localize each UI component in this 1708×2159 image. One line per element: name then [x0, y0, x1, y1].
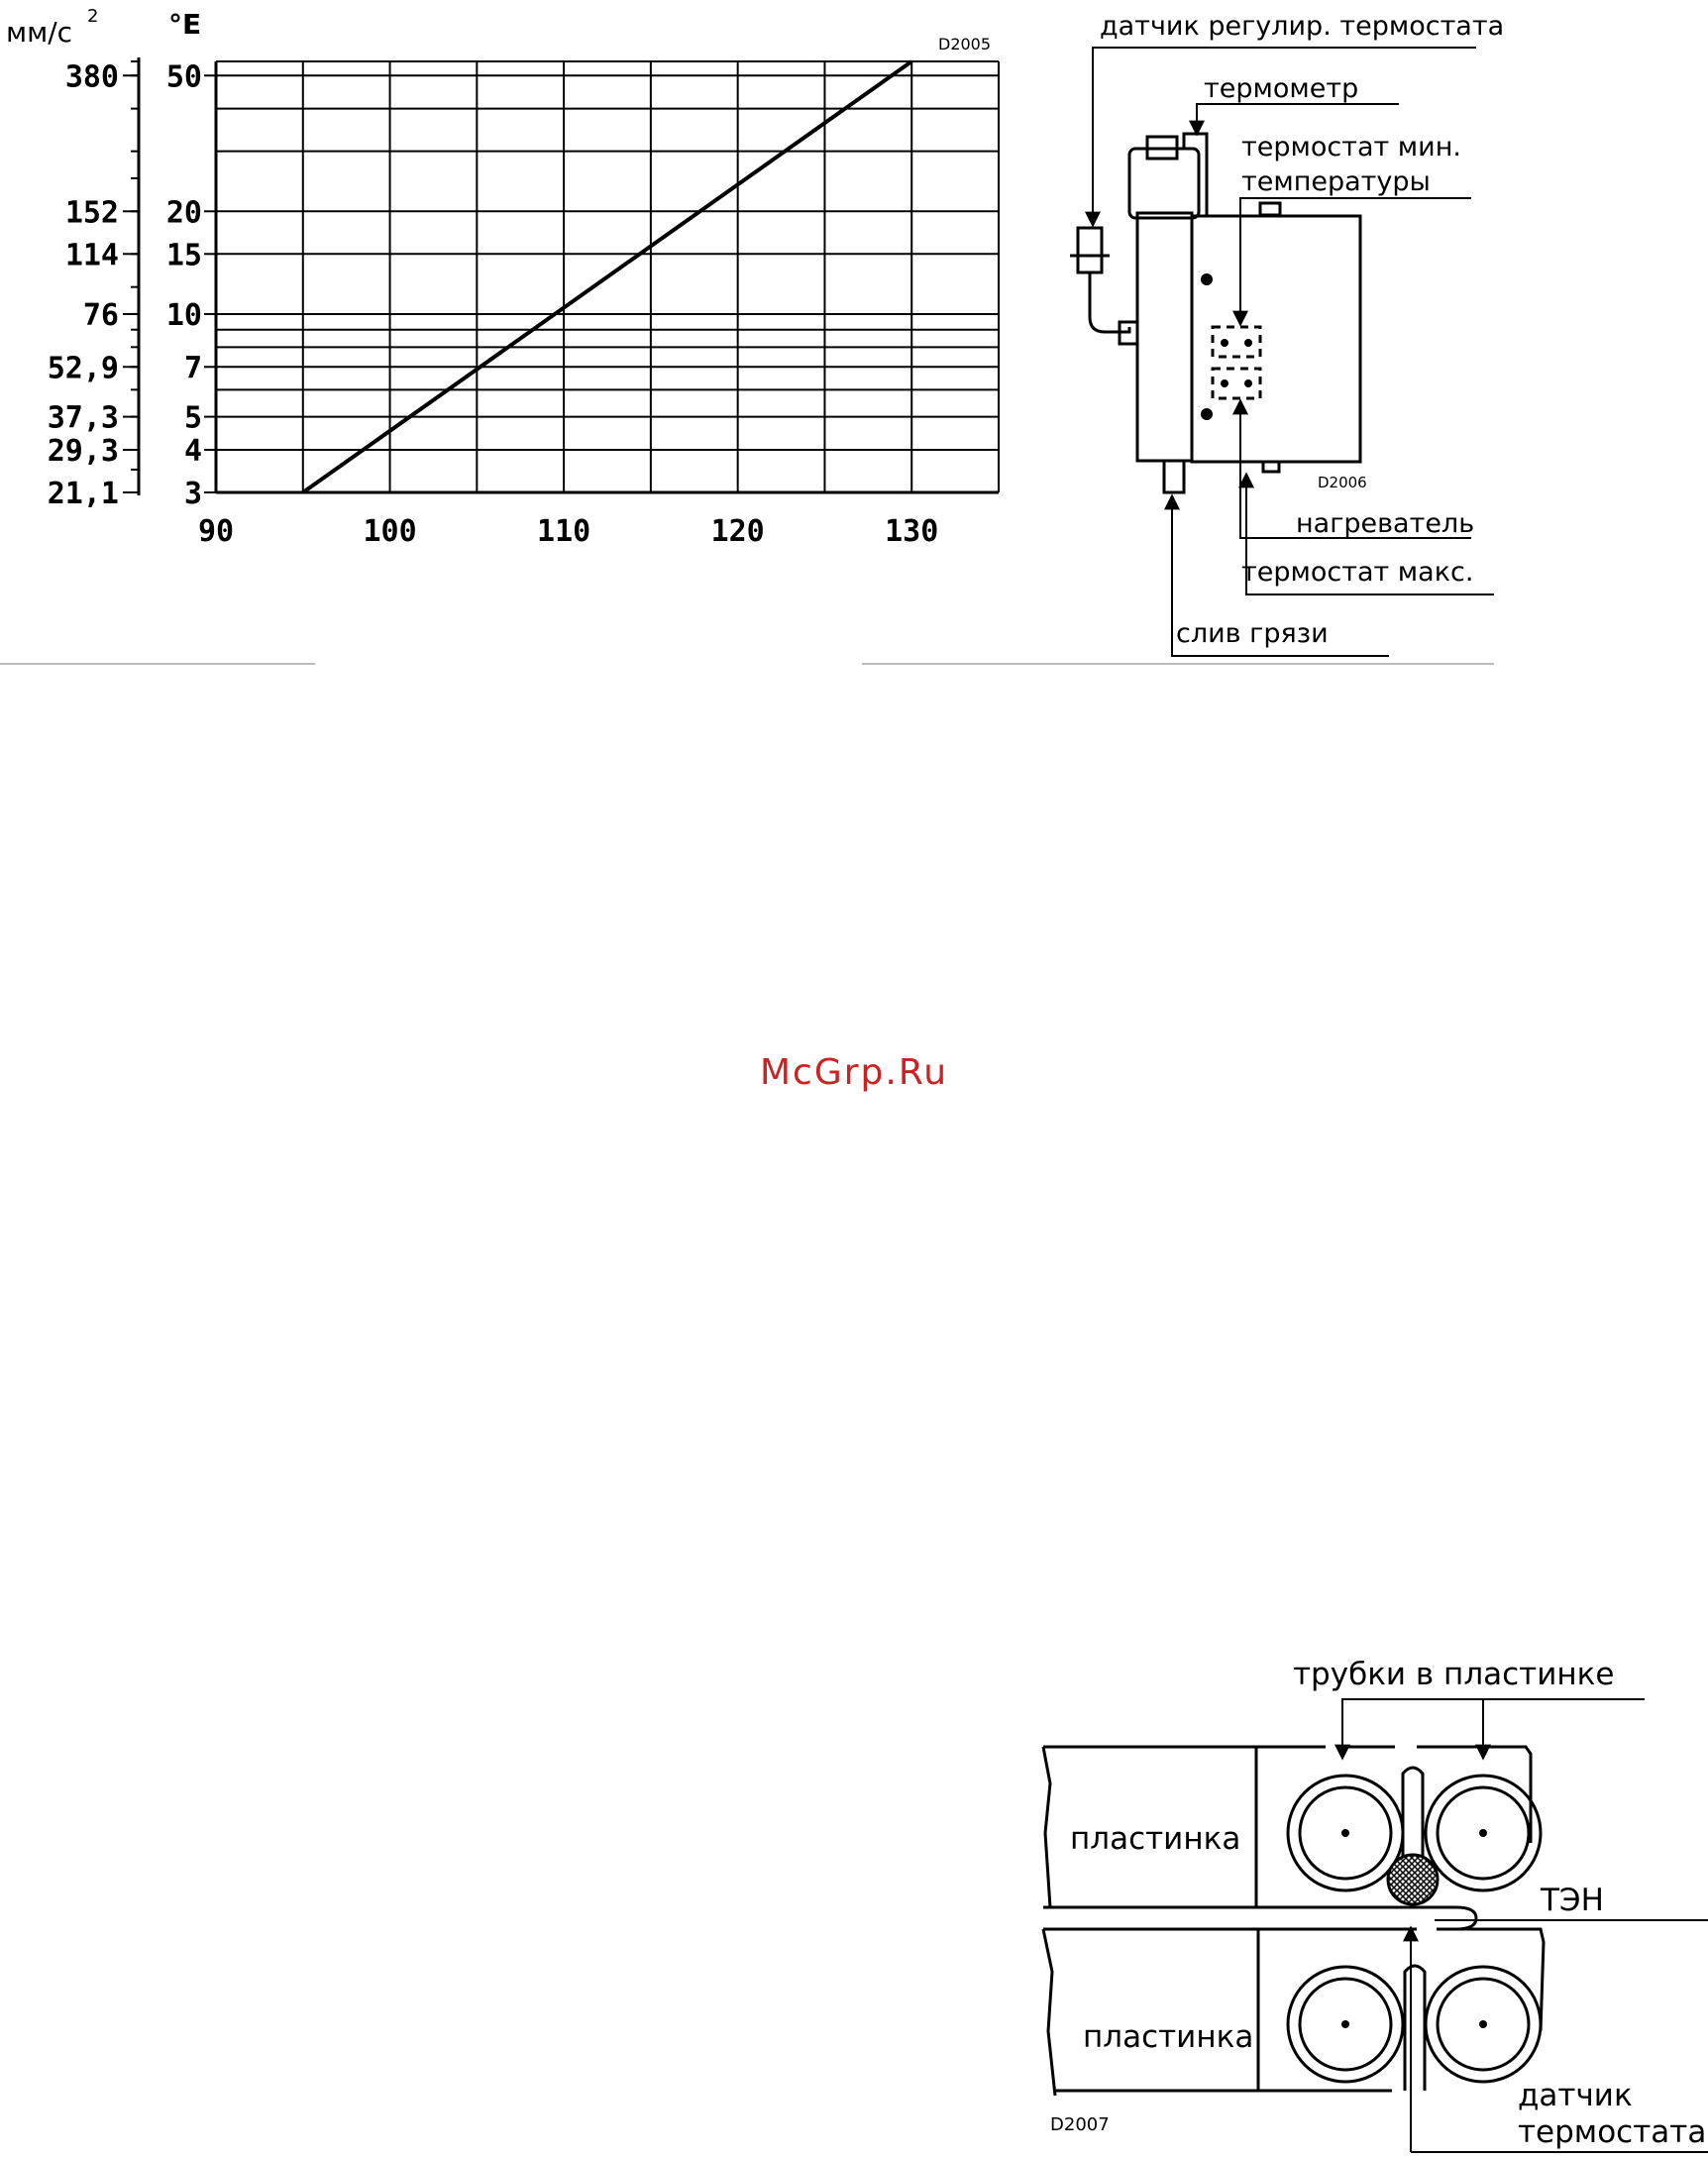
primary-y-tick-label: 380 [64, 59, 119, 95]
plates-code: D2007 [1050, 2114, 1110, 2135]
label-sensor: датчик регулир. термостата [1100, 11, 1505, 42]
heating-element-icon [1388, 1855, 1438, 1904]
primary-y-tick-label: 52,9 [47, 351, 119, 386]
watermark-text: McGrp.Ru [759, 1052, 949, 1093]
heater-code: D2006 [1318, 474, 1367, 491]
primary-y-tick-labels [48, 59, 139, 511]
label-tubes: трубки в пластинке [1293, 1657, 1615, 1692]
chart-code: D2005 [938, 35, 992, 54]
secondary-y-tick-label: 10 [165, 297, 202, 333]
series-lines [303, 61, 911, 492]
heater-diagram [1040, 0, 1516, 674]
primary-y-tick-label: 29,3 [47, 433, 119, 469]
section-separators [0, 654, 1708, 674]
label-plate-bottom: пластинка [1083, 2019, 1254, 2055]
series-line [303, 61, 911, 492]
secondary-y-tick-label: 20 [165, 195, 202, 231]
label-thermostat-max: термостат макс. [1241, 557, 1474, 588]
primary-y-tick-label: 37,3 [47, 400, 119, 436]
secondary-y-tick-label: 7 [183, 351, 202, 386]
label-sensor-1: датчик [1518, 2078, 1633, 2113]
label-plate-top: пластинка [1070, 1821, 1241, 1857]
x-tick-label: 90 [197, 514, 235, 549]
label-heater: нагреватель [1296, 508, 1475, 539]
primary-y-tick-label: 114 [64, 238, 119, 273]
primary-y-axis [131, 57, 139, 495]
label-thermometer: термометр [1204, 73, 1359, 104]
label-sensor-2: термостата [1518, 2114, 1707, 2150]
primary-y-tick-label: 21,1 [47, 477, 119, 511]
x-tick-labels [198, 514, 938, 549]
plates-diagram [1020, 1635, 1708, 2159]
x-tick-label: 110 [537, 514, 591, 549]
primary-y-tick-label: 76 [82, 297, 119, 333]
secondary-y-tick-labels [166, 59, 216, 511]
ylabel-primary-sup: 2 [87, 6, 99, 27]
ylabel-primary: мм/с [6, 16, 73, 49]
label-thermostat-min-2: температуры [1241, 166, 1431, 197]
secondary-y-tick-label: 15 [165, 238, 202, 273]
x-tick-label: 100 [363, 514, 417, 549]
label-thermostat-min-1: термостат мин. [1241, 132, 1461, 162]
x-tick-label: 120 [710, 514, 765, 549]
x-tick-label: 130 [885, 514, 939, 549]
label-drain: слив грязи [1176, 618, 1329, 649]
secondary-y-tick-label: 3 [183, 477, 202, 511]
secondary-y-tick-label: 5 [183, 400, 202, 436]
label-ten: ТЭН [1541, 1883, 1604, 1918]
viscosity-chart [0, 0, 1050, 674]
ylabel-secondary: °E [168, 8, 202, 41]
secondary-y-tick-label: 50 [165, 59, 202, 95]
primary-y-tick-label: 152 [64, 195, 119, 231]
secondary-y-tick-label: 4 [183, 433, 202, 469]
